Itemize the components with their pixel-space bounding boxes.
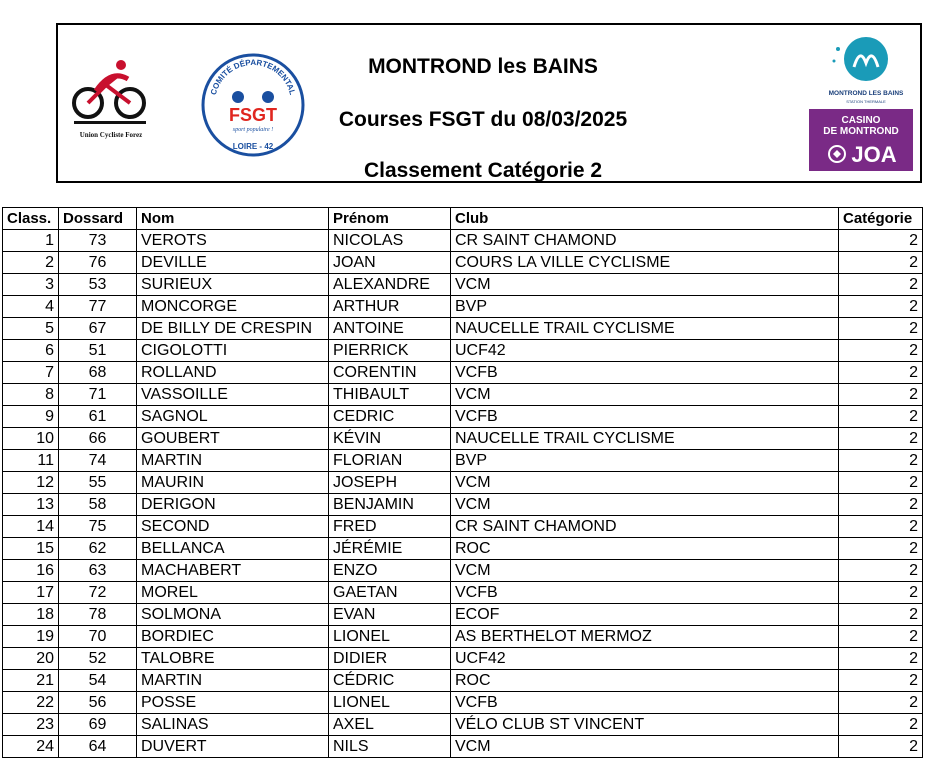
svg-text:DE MONTROND: DE MONTROND <box>823 126 899 137</box>
cell-categorie: 2 <box>839 538 923 560</box>
cell-nom: CIGOLOTTI <box>137 340 329 362</box>
cell-class: 10 <box>3 428 59 450</box>
cell-class: 7 <box>3 362 59 384</box>
ranking-title: Classement Catégorie 2 <box>363 159 603 182</box>
table-row <box>3 230 923 252</box>
svg-text:STATION THERMALE: STATION THERMALE <box>846 99 886 104</box>
cell-club: VÉLO CLUB ST VINCENT <box>451 714 839 736</box>
montrond-les-bains-logo <box>826 33 906 107</box>
cell-prenom: KÉVIN <box>329 428 451 450</box>
cell-nom: SURIEUX <box>137 274 329 296</box>
svg-text:sport populaire !: sport populaire ! <box>232 127 274 133</box>
cell-dossard: 54 <box>59 670 137 692</box>
column-header-nom: Nom <box>137 208 329 230</box>
cell-categorie: 2 <box>839 274 923 296</box>
table-row <box>3 252 923 274</box>
cell-nom: DUVERT <box>137 736 329 758</box>
cell-nom: BORDIEC <box>137 626 329 648</box>
cell-dossard: 63 <box>59 560 137 582</box>
cell-prenom: JOSEPH <box>329 472 451 494</box>
cell-nom: POSSE <box>137 692 329 714</box>
cell-class: 9 <box>3 406 59 428</box>
table-row <box>3 560 923 582</box>
cell-nom: GOUBERT <box>137 428 329 450</box>
cell-prenom: ARTHUR <box>329 296 451 318</box>
cell-prenom: GAETAN <box>329 582 451 604</box>
cell-prenom: ANTOINE <box>329 318 451 340</box>
cell-categorie: 2 <box>839 340 923 362</box>
svg-text:LOIRE - 42: LOIRE - 42 <box>232 142 274 151</box>
cell-prenom: NILS <box>329 736 451 758</box>
cell-categorie: 2 <box>839 582 923 604</box>
svg-text:MONTROND LES BAINS: MONTROND LES BAINS <box>828 90 904 97</box>
cell-nom: MOREL <box>137 582 329 604</box>
cell-class: 8 <box>3 384 59 406</box>
cell-class: 4 <box>3 296 59 318</box>
cell-class: 18 <box>3 604 59 626</box>
cell-nom: MARTIN <box>137 450 329 472</box>
cell-categorie: 2 <box>839 604 923 626</box>
cell-nom: SAGNOL <box>137 406 329 428</box>
cell-dossard: 77 <box>59 296 137 318</box>
cell-nom: MAURIN <box>137 472 329 494</box>
cell-prenom: DIDIER <box>329 648 451 670</box>
cell-categorie: 2 <box>839 472 923 494</box>
cell-club: UCF42 <box>451 648 839 670</box>
cell-class: 24 <box>3 736 59 758</box>
column-header-categorie: Catégorie <box>839 208 923 230</box>
table-row <box>3 296 923 318</box>
cell-nom: DE BILLY DE CRESPIN <box>137 318 329 340</box>
table-row <box>3 670 923 692</box>
cell-club: VCM <box>451 472 839 494</box>
cell-class: 16 <box>3 560 59 582</box>
cell-class: 2 <box>3 252 59 274</box>
cell-class: 21 <box>3 670 59 692</box>
cell-club: VCM <box>451 384 839 406</box>
cell-club: COURS LA VILLE CYCLISME <box>451 252 839 274</box>
results-body <box>3 230 923 758</box>
cell-club: ROC <box>451 670 839 692</box>
cell-nom: ROLLAND <box>137 362 329 384</box>
cell-categorie: 2 <box>839 230 923 252</box>
race-subtitle: Courses FSGT du 08/03/2025 <box>338 108 628 131</box>
cell-dossard: 67 <box>59 318 137 340</box>
cell-categorie: 2 <box>839 450 923 472</box>
table-row <box>3 692 923 714</box>
cell-dossard: 78 <box>59 604 137 626</box>
cell-club: AS BERTHELOT MERMOZ <box>451 626 839 648</box>
cell-class: 20 <box>3 648 59 670</box>
cell-club: BVP <box>451 450 839 472</box>
cell-class: 19 <box>3 626 59 648</box>
cell-nom: BELLANCA <box>137 538 329 560</box>
cell-nom: VEROTS <box>137 230 329 252</box>
cell-nom: TALOBRE <box>137 648 329 670</box>
cell-dossard: 55 <box>59 472 137 494</box>
cell-nom: DEVILLE <box>137 252 329 274</box>
column-header-prenom: Prénom <box>329 208 451 230</box>
cell-prenom: JOAN <box>329 252 451 274</box>
cell-dossard: 64 <box>59 736 137 758</box>
table-row <box>3 406 923 428</box>
cell-prenom: JÉRÉMIE <box>329 538 451 560</box>
cell-class: 3 <box>3 274 59 296</box>
cell-nom: MONCORGE <box>137 296 329 318</box>
cell-dossard: 51 <box>59 340 137 362</box>
cell-categorie: 2 <box>839 692 923 714</box>
cell-categorie: 2 <box>839 252 923 274</box>
cell-dossard: 75 <box>59 516 137 538</box>
cell-nom: MARTIN <box>137 670 329 692</box>
table-row <box>3 318 923 340</box>
report-title: MONTROND les BAINS <box>368 55 598 78</box>
cell-class: 15 <box>3 538 59 560</box>
cell-prenom: ALEXANDRE <box>329 274 451 296</box>
svg-text:FSGT: FSGT <box>229 105 277 125</box>
cell-nom: DERIGON <box>137 494 329 516</box>
cell-dossard: 72 <box>59 582 137 604</box>
cell-categorie: 2 <box>839 516 923 538</box>
cell-dossard: 76 <box>59 252 137 274</box>
cell-categorie: 2 <box>839 670 923 692</box>
cell-club: NAUCELLE TRAIL CYCLISME <box>451 318 839 340</box>
cell-prenom: CÉDRIC <box>329 670 451 692</box>
table-row <box>3 626 923 648</box>
cell-prenom: EVAN <box>329 604 451 626</box>
cell-nom: SECOND <box>137 516 329 538</box>
cell-class: 1 <box>3 230 59 252</box>
table-row <box>3 450 923 472</box>
cell-class: 5 <box>3 318 59 340</box>
union-cycliste-forez-logo <box>66 55 156 150</box>
cell-class: 23 <box>3 714 59 736</box>
svg-text:COMITÉ DÉPARTEMENTAL: COMITÉ DÉPARTEMENTAL <box>208 57 298 96</box>
cell-categorie: 2 <box>839 318 923 340</box>
cell-prenom: PIERRICK <box>329 340 451 362</box>
cell-club: CR SAINT CHAMOND <box>451 516 839 538</box>
cell-class: 22 <box>3 692 59 714</box>
table-row <box>3 538 923 560</box>
cell-dossard: 52 <box>59 648 137 670</box>
cell-prenom: LIONEL <box>329 626 451 648</box>
cell-dossard: 56 <box>59 692 137 714</box>
table-row <box>3 582 923 604</box>
cell-club: VCM <box>451 736 839 758</box>
column-header-class: Class. <box>3 208 59 230</box>
cell-nom: MACHABERT <box>137 560 329 582</box>
cell-prenom: CEDRIC <box>329 406 451 428</box>
table-row <box>3 362 923 384</box>
cell-nom: VASSOILLE <box>137 384 329 406</box>
table-row <box>3 736 923 758</box>
cell-dossard: 73 <box>59 230 137 252</box>
cell-club: VCFB <box>451 582 839 604</box>
table-row <box>3 428 923 450</box>
cell-dossard: 71 <box>59 384 137 406</box>
cell-dossard: 69 <box>59 714 137 736</box>
table-row <box>3 648 923 670</box>
cell-prenom: NICOLAS <box>329 230 451 252</box>
table-header-row <box>3 208 923 230</box>
cell-categorie: 2 <box>839 296 923 318</box>
svg-text:Union Cycliste Forez: Union Cycliste Forez <box>79 131 143 139</box>
svg-text:JOA: JOA <box>851 142 897 167</box>
cell-club: BVP <box>451 296 839 318</box>
cell-nom: SOLMONA <box>137 604 329 626</box>
cell-categorie: 2 <box>839 560 923 582</box>
cell-club: VCM <box>451 274 839 296</box>
column-header-dossard: Dossard <box>59 208 137 230</box>
cell-prenom: BENJAMIN <box>329 494 451 516</box>
column-header-club: Club <box>451 208 839 230</box>
cell-club: VCFB <box>451 362 839 384</box>
table-row <box>3 384 923 406</box>
cell-club: ECOF <box>451 604 839 626</box>
cell-dossard: 61 <box>59 406 137 428</box>
cell-prenom: CORENTIN <box>329 362 451 384</box>
cell-categorie: 2 <box>839 494 923 516</box>
cell-class: 14 <box>3 516 59 538</box>
cell-dossard: 53 <box>59 274 137 296</box>
cell-dossard: 58 <box>59 494 137 516</box>
cell-dossard: 66 <box>59 428 137 450</box>
table-row <box>3 604 923 626</box>
cell-categorie: 2 <box>839 406 923 428</box>
cell-categorie: 2 <box>839 428 923 450</box>
cell-club: VCM <box>451 560 839 582</box>
cell-class: 17 <box>3 582 59 604</box>
cell-club: VCM <box>451 494 839 516</box>
table-row <box>3 494 923 516</box>
cell-club: VCFB <box>451 692 839 714</box>
cell-prenom: LIONEL <box>329 692 451 714</box>
casino-joa-logo <box>809 109 913 171</box>
cell-club: UCF42 <box>451 340 839 362</box>
cell-categorie: 2 <box>839 626 923 648</box>
table-row <box>3 472 923 494</box>
cell-categorie: 2 <box>839 362 923 384</box>
cell-class: 11 <box>3 450 59 472</box>
cell-dossard: 70 <box>59 626 137 648</box>
cell-club: VCFB <box>451 406 839 428</box>
cell-categorie: 2 <box>839 736 923 758</box>
cell-categorie: 2 <box>839 714 923 736</box>
cell-class: 12 <box>3 472 59 494</box>
cell-prenom: AXEL <box>329 714 451 736</box>
results-table <box>2 207 923 758</box>
cell-prenom: FRED <box>329 516 451 538</box>
cell-prenom: THIBAULT <box>329 384 451 406</box>
cell-club: NAUCELLE TRAIL CYCLISME <box>451 428 839 450</box>
cell-categorie: 2 <box>839 648 923 670</box>
cell-dossard: 62 <box>59 538 137 560</box>
svg-text:CASINO: CASINO <box>841 115 881 126</box>
cell-prenom: FLORIAN <box>329 450 451 472</box>
table-row <box>3 274 923 296</box>
cell-dossard: 68 <box>59 362 137 384</box>
table-row <box>3 340 923 362</box>
table-row <box>3 714 923 736</box>
cell-categorie: 2 <box>839 384 923 406</box>
cell-prenom: ENZO <box>329 560 451 582</box>
cell-nom: SALINAS <box>137 714 329 736</box>
cell-club: ROC <box>451 538 839 560</box>
cell-dossard: 74 <box>59 450 137 472</box>
cell-class: 13 <box>3 494 59 516</box>
cell-class: 6 <box>3 340 59 362</box>
report-header <box>56 23 922 183</box>
cell-club: CR SAINT CHAMOND <box>451 230 839 252</box>
table-row <box>3 516 923 538</box>
